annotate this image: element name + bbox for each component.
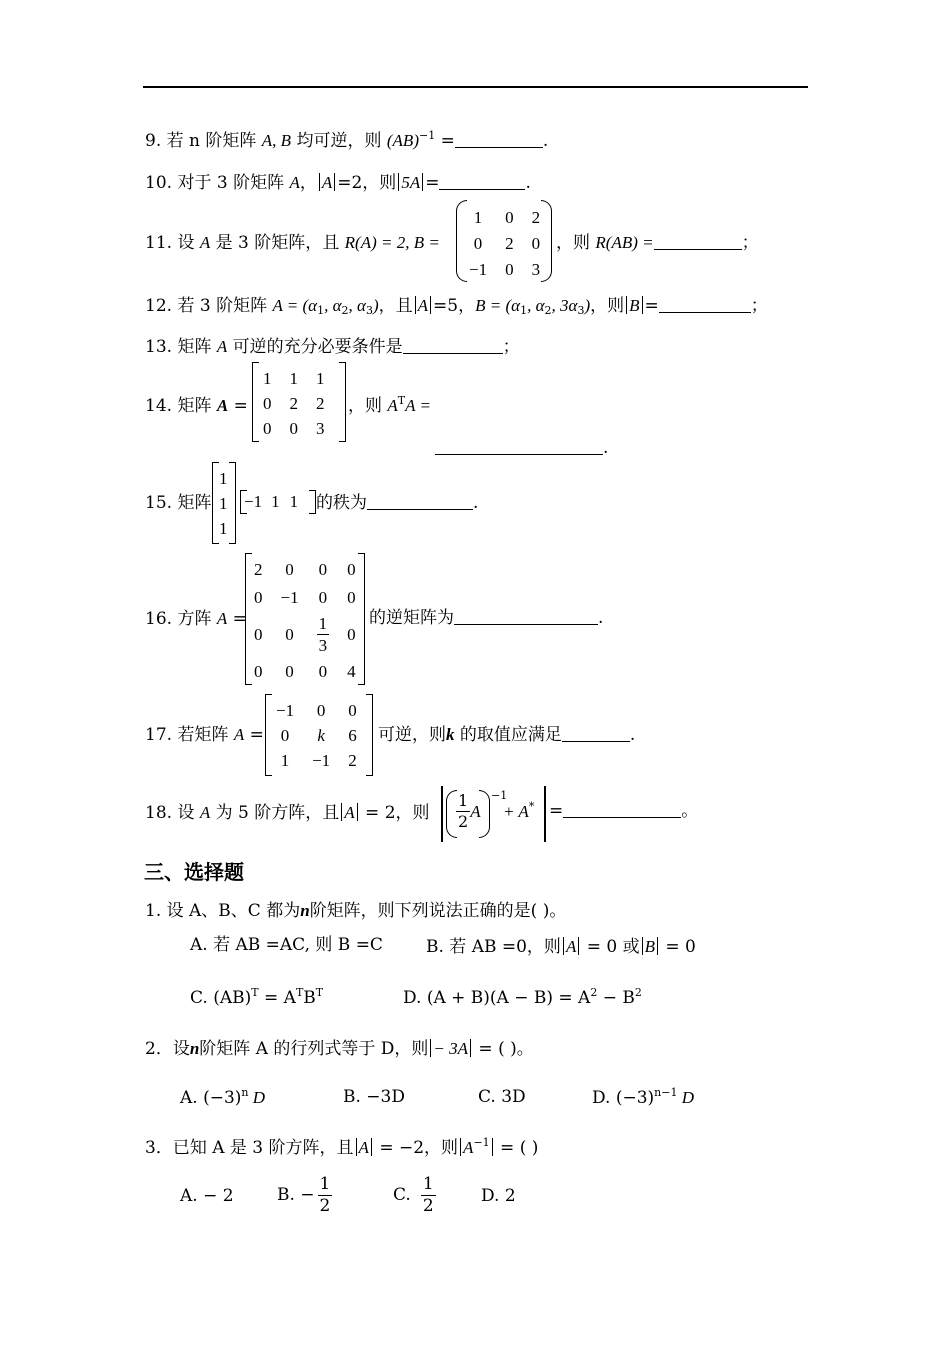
q13-var: A <box>216 337 228 356</box>
cq3-option-a[interactable]: A. − 2 <box>180 1186 234 1206</box>
det-bar-left <box>441 786 443 842</box>
answer-blank[interactable] <box>439 175 525 190</box>
column-vector: 1 1 1 <box>212 462 236 544</box>
q12-absB: B <box>629 296 640 315</box>
q17-prefix: 17. 若矩阵 <box>145 725 234 745</box>
q10-abs5A: 5A <box>401 173 421 192</box>
q13-end: ； <box>502 337 520 357</box>
q9-expr: (AB) <box>386 131 419 150</box>
q9-mid: 均可逆，则 <box>291 131 387 151</box>
q18-prefix: 18. 设 <box>145 803 200 823</box>
q14-tail <box>348 394 431 416</box>
q10-prefix: 10. 对于 3 阶矩阵 <box>145 173 290 193</box>
q12-defB: B = (α <box>475 296 521 315</box>
q14-after: ，则 <box>348 396 388 416</box>
answer-blank[interactable] <box>563 803 681 818</box>
q18-var: A <box>199 803 211 822</box>
answer-blank[interactable] <box>435 440 603 455</box>
q17-tail <box>378 726 635 744</box>
matrix-A-q16: 2 0 0 0 0 −1 0 0 0 0 $\frac{1}{3}$ 0 0 0 0 4 <box>245 553 365 685</box>
q16-tail <box>369 610 603 627</box>
choice-question-3: 3．已知 A 是 3 阶方阵，且 A = −2，则 $A^{-1}$ = ( ) <box>145 1136 539 1158</box>
answer-blank[interactable] <box>659 298 751 313</box>
q14-prefix: 14. 矩阵 <box>145 396 217 416</box>
q9-sup: −1 <box>418 129 436 142</box>
q14-end: . <box>603 438 609 458</box>
q15-tail <box>316 495 478 512</box>
q15-text: 的秩为 <box>316 493 367 513</box>
cq3-option-c[interactable]: C. $\frac{1}{2}$ <box>393 1174 434 1216</box>
q10-mid: ， <box>299 173 317 193</box>
q14-answer <box>435 440 608 457</box>
q18-plus: + A <box>503 802 529 821</box>
q17-text2: 的取值应满足 <box>454 725 562 745</box>
q14-sup: T <box>397 394 406 407</box>
q18-end: 。 <box>681 801 699 821</box>
q12-eq: = <box>644 296 659 316</box>
q18-eq: = <box>549 801 564 821</box>
question-17 <box>145 726 264 744</box>
q12-mid: ，且 <box>378 296 413 316</box>
q10-eq: = <box>425 173 440 193</box>
q13-prefix: 13. 矩阵 <box>145 337 217 357</box>
cq2-option-a[interactable]: A. $(-3)^n$ D <box>180 1086 266 1108</box>
cq1-option-c[interactable]: C. $(AB)^T = A^TB^T$ <box>190 986 324 1008</box>
top-rule <box>143 86 808 88</box>
q9-eq: = <box>435 131 455 151</box>
matrix-A-q14: 1 1 1 0 2 2 0 0 3 <box>252 362 346 442</box>
cq1-option-d[interactable]: D. $(A + B)(A - B) = A^2 - B^2$ <box>403 986 642 1008</box>
q11-ask: R(AB) = <box>595 233 654 252</box>
q11-var: A <box>199 233 211 252</box>
det-bar-right <box>544 786 546 842</box>
q15-end: . <box>473 493 479 513</box>
q13-text: 可逆的充分必要条件是 <box>227 337 403 357</box>
q12-prefix: 12. 若 3 阶矩阵 <box>145 296 273 316</box>
question-18 <box>145 803 430 822</box>
cq1-option-a[interactable]: A. 若 AB =AC, 则 B =C <box>190 935 383 955</box>
q18-text: 为 5 阶方阵，且 <box>210 803 340 823</box>
answer-blank[interactable] <box>403 339 503 354</box>
q11-cond: R(A) = 2, B = <box>344 233 440 252</box>
question-16 <box>145 610 247 628</box>
q18-sup-wrap: −1 <box>491 789 508 802</box>
q11-tail <box>556 234 759 252</box>
q12-absA: A <box>417 296 429 315</box>
question-10 <box>145 173 531 192</box>
row-vector: −1 1 1 <box>240 490 316 514</box>
cq3-option-d[interactable]: D. 2 <box>481 1186 516 1206</box>
q10-end: . <box>525 173 531 193</box>
q17-text: 可逆，则 <box>378 725 446 745</box>
q16-eq: = <box>227 609 247 629</box>
q11-prefix: 11. 设 <box>145 233 200 253</box>
q16-end: . <box>598 608 604 628</box>
q12-val: =5， <box>433 296 476 316</box>
cq3-option-b[interactable]: B. − $\frac{1}{2}$ <box>277 1174 331 1216</box>
answer-blank[interactable] <box>455 133 543 148</box>
q10-absA: A <box>321 173 333 192</box>
cq1-stem2: 阶矩阵，则下列说法正确的是( )。 <box>309 901 567 921</box>
q14-ask2: A = <box>405 396 431 415</box>
paren-group: $\frac{1}{2}$ A <box>446 790 490 838</box>
q12-defA: A = (α <box>272 296 318 315</box>
q16-text: 的逆矩阵为 <box>369 608 454 628</box>
section-heading: 三、选择题 <box>144 860 244 884</box>
q11-mid: 是 3 阶矩阵，且 <box>210 233 345 253</box>
choice-question-2: 2．设n阶矩阵 A 的行列式等于 D，则 − 3A = ( )。 <box>145 1039 534 1059</box>
question-12: 12. 若 3 阶矩阵 $A = (\alpha_1$, $\alpha_2$, $\alpha_3$)，且 A =5，$B = (\alpha_1$, $\alpha_2$, $3\alpha_3$)，则 B = ； <box>145 296 768 317</box>
matrix-A-q17: −1 0 0 0 k 6 1 −1 2 <box>265 694 373 776</box>
q11-after: ，则 <box>556 233 596 253</box>
q18-star: * <box>528 800 535 813</box>
q18-val: = 2，则 <box>359 803 430 823</box>
question-9 <box>145 129 549 151</box>
matrix-B-q11: 1 0 2 0 2 0 −1 0 3 <box>456 200 552 282</box>
q14-var: A <box>216 396 229 415</box>
question-15 <box>145 495 211 512</box>
q10-val: =2，则 <box>337 173 397 193</box>
q15-prefix: 15. 矩阵 <box>145 493 212 513</box>
q16-prefix: 16. 方阵 <box>145 609 217 629</box>
cq2-option-c[interactable]: C. 3D <box>478 1087 526 1107</box>
cq1-stem: 1. 设 A、B、C 都为 <box>145 901 301 921</box>
question-14 <box>145 397 248 415</box>
q17-var: A <box>233 725 245 744</box>
q12-end: ； <box>750 296 768 316</box>
q18-absA: A <box>344 803 355 822</box>
cq1-option-b[interactable]: B. 若 AB =0，则 A = 0 或 B = 0 <box>426 937 696 957</box>
q9-vars: A, B <box>261 131 292 150</box>
q18-tail <box>549 803 698 820</box>
q16-var: A <box>216 609 228 628</box>
q18-plus-wrap <box>503 800 535 821</box>
q9-end: . <box>542 131 549 151</box>
q11-end: ； <box>741 233 759 253</box>
cq2-option-d[interactable]: D. $(-3)^{n-1}$ D <box>592 1086 694 1108</box>
q17-kvar: k <box>446 725 455 744</box>
answer-blank[interactable] <box>454 610 598 625</box>
question-13 <box>145 338 520 356</box>
q14-eq: = <box>228 396 248 416</box>
cq2-option-b[interactable]: B. −3D <box>343 1087 405 1107</box>
question-11 <box>145 234 440 252</box>
q14-ask: A <box>387 396 398 415</box>
answer-blank[interactable] <box>367 495 473 510</box>
q17-end: . <box>629 725 636 745</box>
answer-blank[interactable] <box>654 235 742 250</box>
q17-eq: = <box>244 725 264 745</box>
choice-question-1: 1. 设 A、B、C 都为n阶矩阵，则下列说法正确的是( )。 <box>145 901 567 921</box>
answer-blank[interactable] <box>562 727 630 742</box>
q10-var: A <box>289 173 300 192</box>
q9-prefix: 9. 若 n 阶矩阵 <box>145 131 262 151</box>
q12-then: ，则 <box>590 296 625 316</box>
